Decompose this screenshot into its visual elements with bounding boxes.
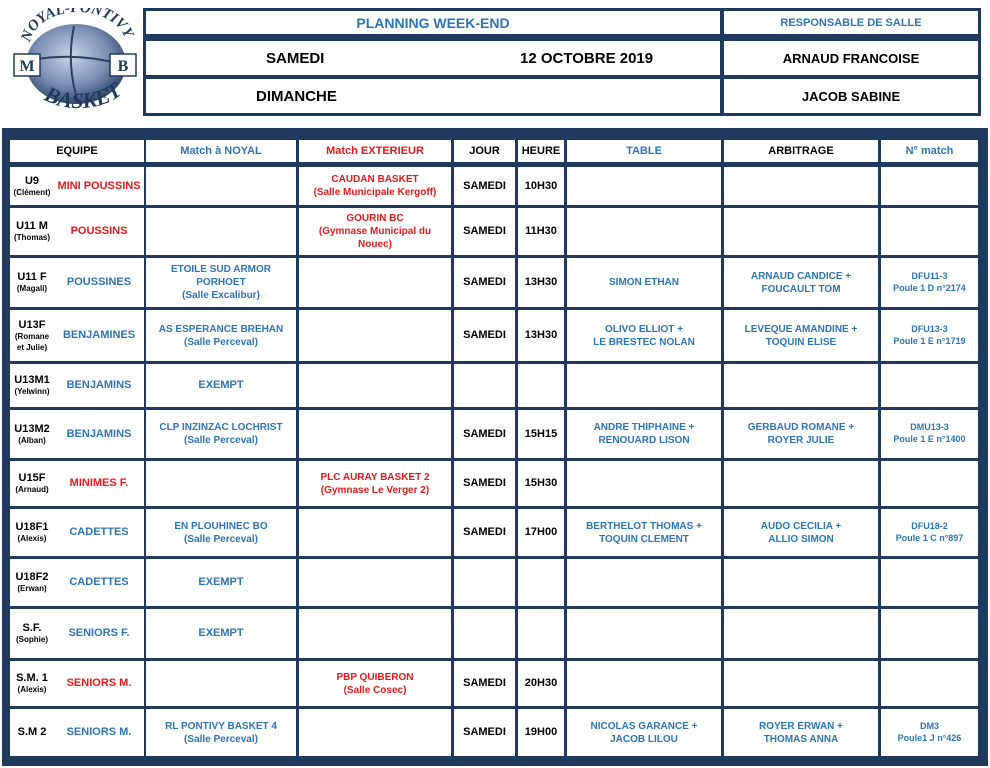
cell-line: LE BRESTEC NOLAN [593, 336, 695, 348]
cell-line: (Gymnase Le Verger 2) [320, 484, 430, 496]
cell-line: CAUDAN BASKET [331, 174, 419, 185]
cell-line: OLIVO ELLIOT + [604, 323, 684, 335]
table-cell-arbitrage [724, 167, 878, 205]
team-code: U9 [24, 174, 40, 187]
table-cell-num-match [881, 167, 978, 205]
table-cell-match-exterieur [299, 258, 451, 307]
team-category: BENJAMINS [54, 410, 144, 458]
column-header-match-exterieur: Match EXTERIEUR [299, 140, 451, 162]
team-divider [54, 208, 55, 255]
planning-title: PLANNING WEEK-END [146, 11, 720, 34]
table-cell-match-noyal [146, 609, 296, 658]
cell-line: GOURIN BC [346, 213, 404, 224]
table-cell-jour: SAMEDI [454, 661, 515, 706]
team-divider [54, 509, 55, 556]
table-cell-table [567, 364, 721, 407]
responsable-label: RESPONSABLE DE SALLE [724, 11, 978, 34]
team-category: BENJAMINES [54, 310, 144, 361]
cell-line: PORHOET [196, 277, 246, 288]
cell-line: TOQUIN CLEMENT [599, 533, 689, 545]
table-cell-heure: 11H30 [518, 208, 564, 255]
team-category: MINIMES F. [54, 461, 144, 506]
cell-line: EN PLOUHINEC BO [174, 520, 268, 532]
cell-line: SIMON ETHAN [609, 277, 679, 288]
table-cell-num-match [881, 461, 978, 506]
team-code: U11 M [16, 220, 48, 233]
table-cell-match-noyal [146, 258, 296, 307]
team-category: POUSSINES [54, 258, 144, 307]
table-cell-num-match [881, 410, 978, 458]
table-cell-match-noyal [146, 661, 296, 706]
table-cell-heure [518, 559, 564, 606]
team-code: U18F2 [15, 571, 49, 584]
cell-line: DFU18-2 [911, 520, 948, 531]
team-divider [54, 410, 55, 458]
table-cell-table [567, 609, 721, 658]
cell-line: AS ESPERANCE BREHAN [158, 323, 284, 335]
table-cell-match-noyal [146, 461, 296, 506]
team-coach: (Alban) [18, 435, 46, 445]
table-cell-table [567, 461, 721, 506]
table-cell-table [567, 208, 721, 255]
team-category: SENIORS F. [54, 609, 144, 658]
cell-line: Poule 1 D n°2174 [893, 282, 966, 293]
table-cell-match-noyal [146, 167, 296, 205]
table-cell-jour: SAMEDI [454, 461, 515, 506]
day2-label: DIMANCHE [256, 87, 337, 105]
team-coach: (Thomas) [14, 233, 50, 243]
svg-text:NOYAL-PONTIVY: NOYAL-PONTIVY [18, 8, 137, 44]
table-cell-table [567, 509, 721, 556]
table-cell-table [567, 661, 721, 706]
cell-line: DFU13-3 [911, 323, 948, 334]
date1-label: 12 OCTOBRE 2019 [520, 49, 654, 67]
resp1-name: ARNAUD FRANCOISE [724, 41, 978, 75]
team-divider [54, 310, 55, 361]
table-cell-match-exterieur [299, 709, 451, 756]
table-cell-match-exterieur [299, 208, 451, 255]
team-coach: (Magali) [16, 284, 48, 294]
column-header-num-match: N° match [881, 140, 978, 162]
svg-text:M: M [19, 58, 35, 75]
cell-line: DMU13-3 [910, 422, 949, 433]
table-cell-heure [518, 609, 564, 658]
team-code: S.M 2 [17, 726, 47, 739]
table-cell-table [567, 410, 721, 458]
team-coach: (Alexis) [17, 685, 47, 695]
cell-line: (Salle Excalibur) [182, 290, 260, 301]
cell-line: Poule1 J n°426 [897, 732, 962, 743]
cell-line: PLC AURAY BASKET 2 [320, 471, 430, 483]
column-header-heure: HEURE [518, 140, 564, 162]
team-category: SENIORS M. [54, 661, 144, 706]
cell-line: ETOILE SUD ARMOR [170, 264, 271, 275]
team-category: POUSSINS [54, 208, 144, 255]
team-divider [54, 609, 55, 658]
table-cell-match-noyal [146, 509, 296, 556]
cell-line: RENOUARD LISON [598, 435, 690, 446]
cell-line: (Salle Perceval) [184, 533, 258, 545]
table-cell-num-match [881, 509, 978, 556]
table-cell-heure: 17H00 [518, 509, 564, 556]
team-cell [10, 364, 54, 407]
cell-line: (Salle Perceval) [184, 336, 258, 348]
table-cell-match-exterieur [299, 509, 451, 556]
team-coach: et Julie) [16, 342, 48, 352]
cell-line: EXEMPT [198, 627, 244, 640]
team-code: U13M2 [14, 422, 50, 435]
table-cell-num-match [881, 709, 978, 756]
team-cell [10, 609, 54, 658]
day1-label: SAMEDI [266, 49, 325, 67]
svg-text:B: B [117, 58, 129, 75]
table-cell-jour: SAMEDI [454, 709, 515, 756]
table-cell-arbitrage [724, 559, 878, 606]
table-cell-match-exterieur [299, 609, 451, 658]
table-cell-match-exterieur [299, 167, 451, 205]
team-coach: (Sophie) [16, 635, 48, 645]
team-coach: (Arnaud) [15, 485, 49, 495]
cell-line: DM3 [919, 720, 939, 731]
team-coach: (Yelwinn) [14, 387, 50, 397]
column-header-equipe: EQUIPE [10, 140, 144, 162]
cell-line: ARNAUD CANDICE + [750, 270, 852, 282]
table-cell-table [567, 709, 721, 756]
team-cell [10, 410, 54, 458]
team-category: CADETTES [54, 559, 144, 606]
table-cell-num-match [881, 661, 978, 706]
table-cell-heure [518, 364, 564, 407]
team-coach: (Erwan) [17, 584, 47, 594]
team-divider [54, 709, 55, 756]
cell-line: (Salle Municipale Kergoff) [313, 187, 437, 198]
team-code: U13M1 [14, 374, 50, 387]
team-cell [10, 208, 54, 255]
cell-line: (Salle Cosec) [343, 684, 407, 696]
table-cell-jour: SAMEDI [454, 410, 515, 458]
table-cell-heure: 20H30 [518, 661, 564, 706]
cell-line: FOUCAULT TOM [761, 283, 841, 295]
table-cell-jour: SAMEDI [454, 509, 515, 556]
table-cell-match-exterieur [299, 310, 451, 361]
cell-line: ROYER ERWAN + [759, 720, 843, 732]
team-code: U18F1 [15, 521, 49, 534]
cell-line: BERTHELOT THOMAS + [586, 520, 702, 532]
cell-line: CLP INZINZAC LOCHRIST [159, 422, 283, 433]
team-code: U13F [18, 318, 46, 331]
table-cell-num-match [881, 364, 978, 407]
cell-line: THOMAS ANNA [763, 733, 839, 745]
column-header-jour: JOUR [454, 140, 515, 162]
table-cell-arbitrage [724, 509, 878, 556]
table-cell-jour [454, 559, 515, 606]
table-cell-heure: 15H15 [518, 410, 564, 458]
cell-line: GERBAUD ROMANE + [747, 422, 855, 433]
cell-line: EXEMPT [198, 576, 244, 589]
table-cell-table [567, 167, 721, 205]
cell-line: ROYER JULIE [767, 435, 835, 446]
cell-line: Poule 1 E n°1400 [893, 434, 966, 444]
table-cell-arbitrage [724, 410, 878, 458]
table-cell-num-match [881, 609, 978, 658]
table-cell-num-match [881, 310, 978, 361]
cell-line: JACOB LILOU [610, 733, 678, 745]
table-cell-match-exterieur [299, 559, 451, 606]
team-category: MINI POUSSINS [54, 167, 144, 205]
table-cell-num-match [881, 559, 978, 606]
team-divider [54, 559, 55, 606]
table-cell-jour [454, 609, 515, 658]
table-cell-arbitrage [724, 364, 878, 407]
table-cell-arbitrage [724, 208, 878, 255]
team-divider [54, 364, 55, 407]
table-cell-arbitrage [724, 609, 878, 658]
team-cell [10, 258, 54, 307]
team-code: U15F [18, 472, 46, 485]
table-cell-table [567, 310, 721, 361]
table-cell-arbitrage [724, 461, 878, 506]
table-cell-match-noyal [146, 208, 296, 255]
table-cell-match-noyal [146, 559, 296, 606]
basket-logo-icon [8, 8, 142, 116]
table-cell-jour [454, 364, 515, 407]
team-coach: (Clément) [13, 187, 51, 197]
table-cell-jour: SAMEDI [454, 310, 515, 361]
sunday-row [146, 79, 720, 113]
table-cell-jour: SAMEDI [454, 167, 515, 205]
table-cell-heure: 13H30 [518, 258, 564, 307]
table-cell-match-noyal [146, 709, 296, 756]
cell-line: PBP QUIBERON [336, 671, 414, 683]
table-cell-match-exterieur [299, 364, 451, 407]
table-cell-arbitrage [724, 258, 878, 307]
cell-line: TOQUIN ELISE [765, 336, 837, 348]
cell-line: (Gymnase Municipal du Nouec) [318, 226, 432, 250]
cell-line: Poule 1 E n°1719 [893, 335, 966, 346]
cell-line: LEVEQUE AMANDINE + [744, 323, 858, 335]
team-coach: (Romane [14, 332, 50, 342]
team-cell [10, 509, 54, 556]
team-cell [10, 559, 54, 606]
team-cell [10, 461, 54, 506]
table-cell-table [567, 559, 721, 606]
team-cell [10, 709, 54, 756]
cell-line: Poule 1 C n°897 [895, 532, 964, 543]
team-category: BENJAMINS [54, 364, 144, 407]
team-cell [10, 661, 54, 706]
team-coach: (Alexis) [17, 534, 47, 544]
table-cell-heure: 19H00 [518, 709, 564, 756]
table-cell-heure: 13H30 [518, 310, 564, 361]
cell-line: DFU11-3 [911, 270, 948, 281]
cell-line: AUDO CECILIA + [760, 520, 842, 532]
team-divider [54, 167, 55, 205]
svg-text:BASKET: BASKET [41, 76, 126, 114]
saturday-row [146, 41, 720, 75]
cell-line: (Salle Perceval) [184, 733, 258, 745]
cell-line: ANDRE THIPHAINE + [593, 422, 695, 433]
table-cell-heure: 15H30 [518, 461, 564, 506]
column-header-match-noyal: Match à NOYAL [146, 140, 296, 162]
table-cell-match-exterieur [299, 410, 451, 458]
cell-line: (Salle Perceval) [184, 435, 258, 446]
table-cell-match-noyal [146, 310, 296, 361]
team-code: S.M. 1 [16, 672, 48, 685]
team-code: U11 F [17, 271, 47, 284]
team-category: CADETTES [54, 509, 144, 556]
team-code: S.F. [22, 622, 42, 635]
table-cell-arbitrage [724, 709, 878, 756]
table-cell-match-noyal [146, 364, 296, 407]
column-header-table: TABLE [567, 140, 721, 162]
team-cell [10, 310, 54, 361]
table-cell-match-noyal [146, 410, 296, 458]
table-cell-arbitrage [724, 661, 878, 706]
table-cell-num-match [881, 258, 978, 307]
table-cell-match-exterieur [299, 461, 451, 506]
table-cell-jour: SAMEDI [454, 208, 515, 255]
logo [8, 8, 142, 116]
cell-line: ALLIO SIMON [768, 533, 834, 545]
team-cell [10, 167, 54, 205]
column-header-arbitrage: ARBITRAGE [724, 140, 878, 162]
table-cell-num-match [881, 208, 978, 255]
team-category: SENIORS M. [54, 709, 144, 756]
table-cell-match-exterieur [299, 661, 451, 706]
team-divider [54, 258, 55, 307]
table-cell-arbitrage [724, 310, 878, 361]
team-divider [54, 461, 55, 506]
team-divider [54, 661, 55, 706]
cell-line: EXEMPT [198, 379, 244, 392]
table-cell-jour: SAMEDI [454, 258, 515, 307]
cell-line: RL PONTIVY BASKET 4 [165, 720, 277, 732]
table-cell-table [567, 258, 721, 307]
cell-line: NICOLAS GARANCE + [590, 720, 698, 732]
table-cell-heure: 10H30 [518, 167, 564, 205]
resp2-name: JACOB SABINE [724, 79, 978, 113]
